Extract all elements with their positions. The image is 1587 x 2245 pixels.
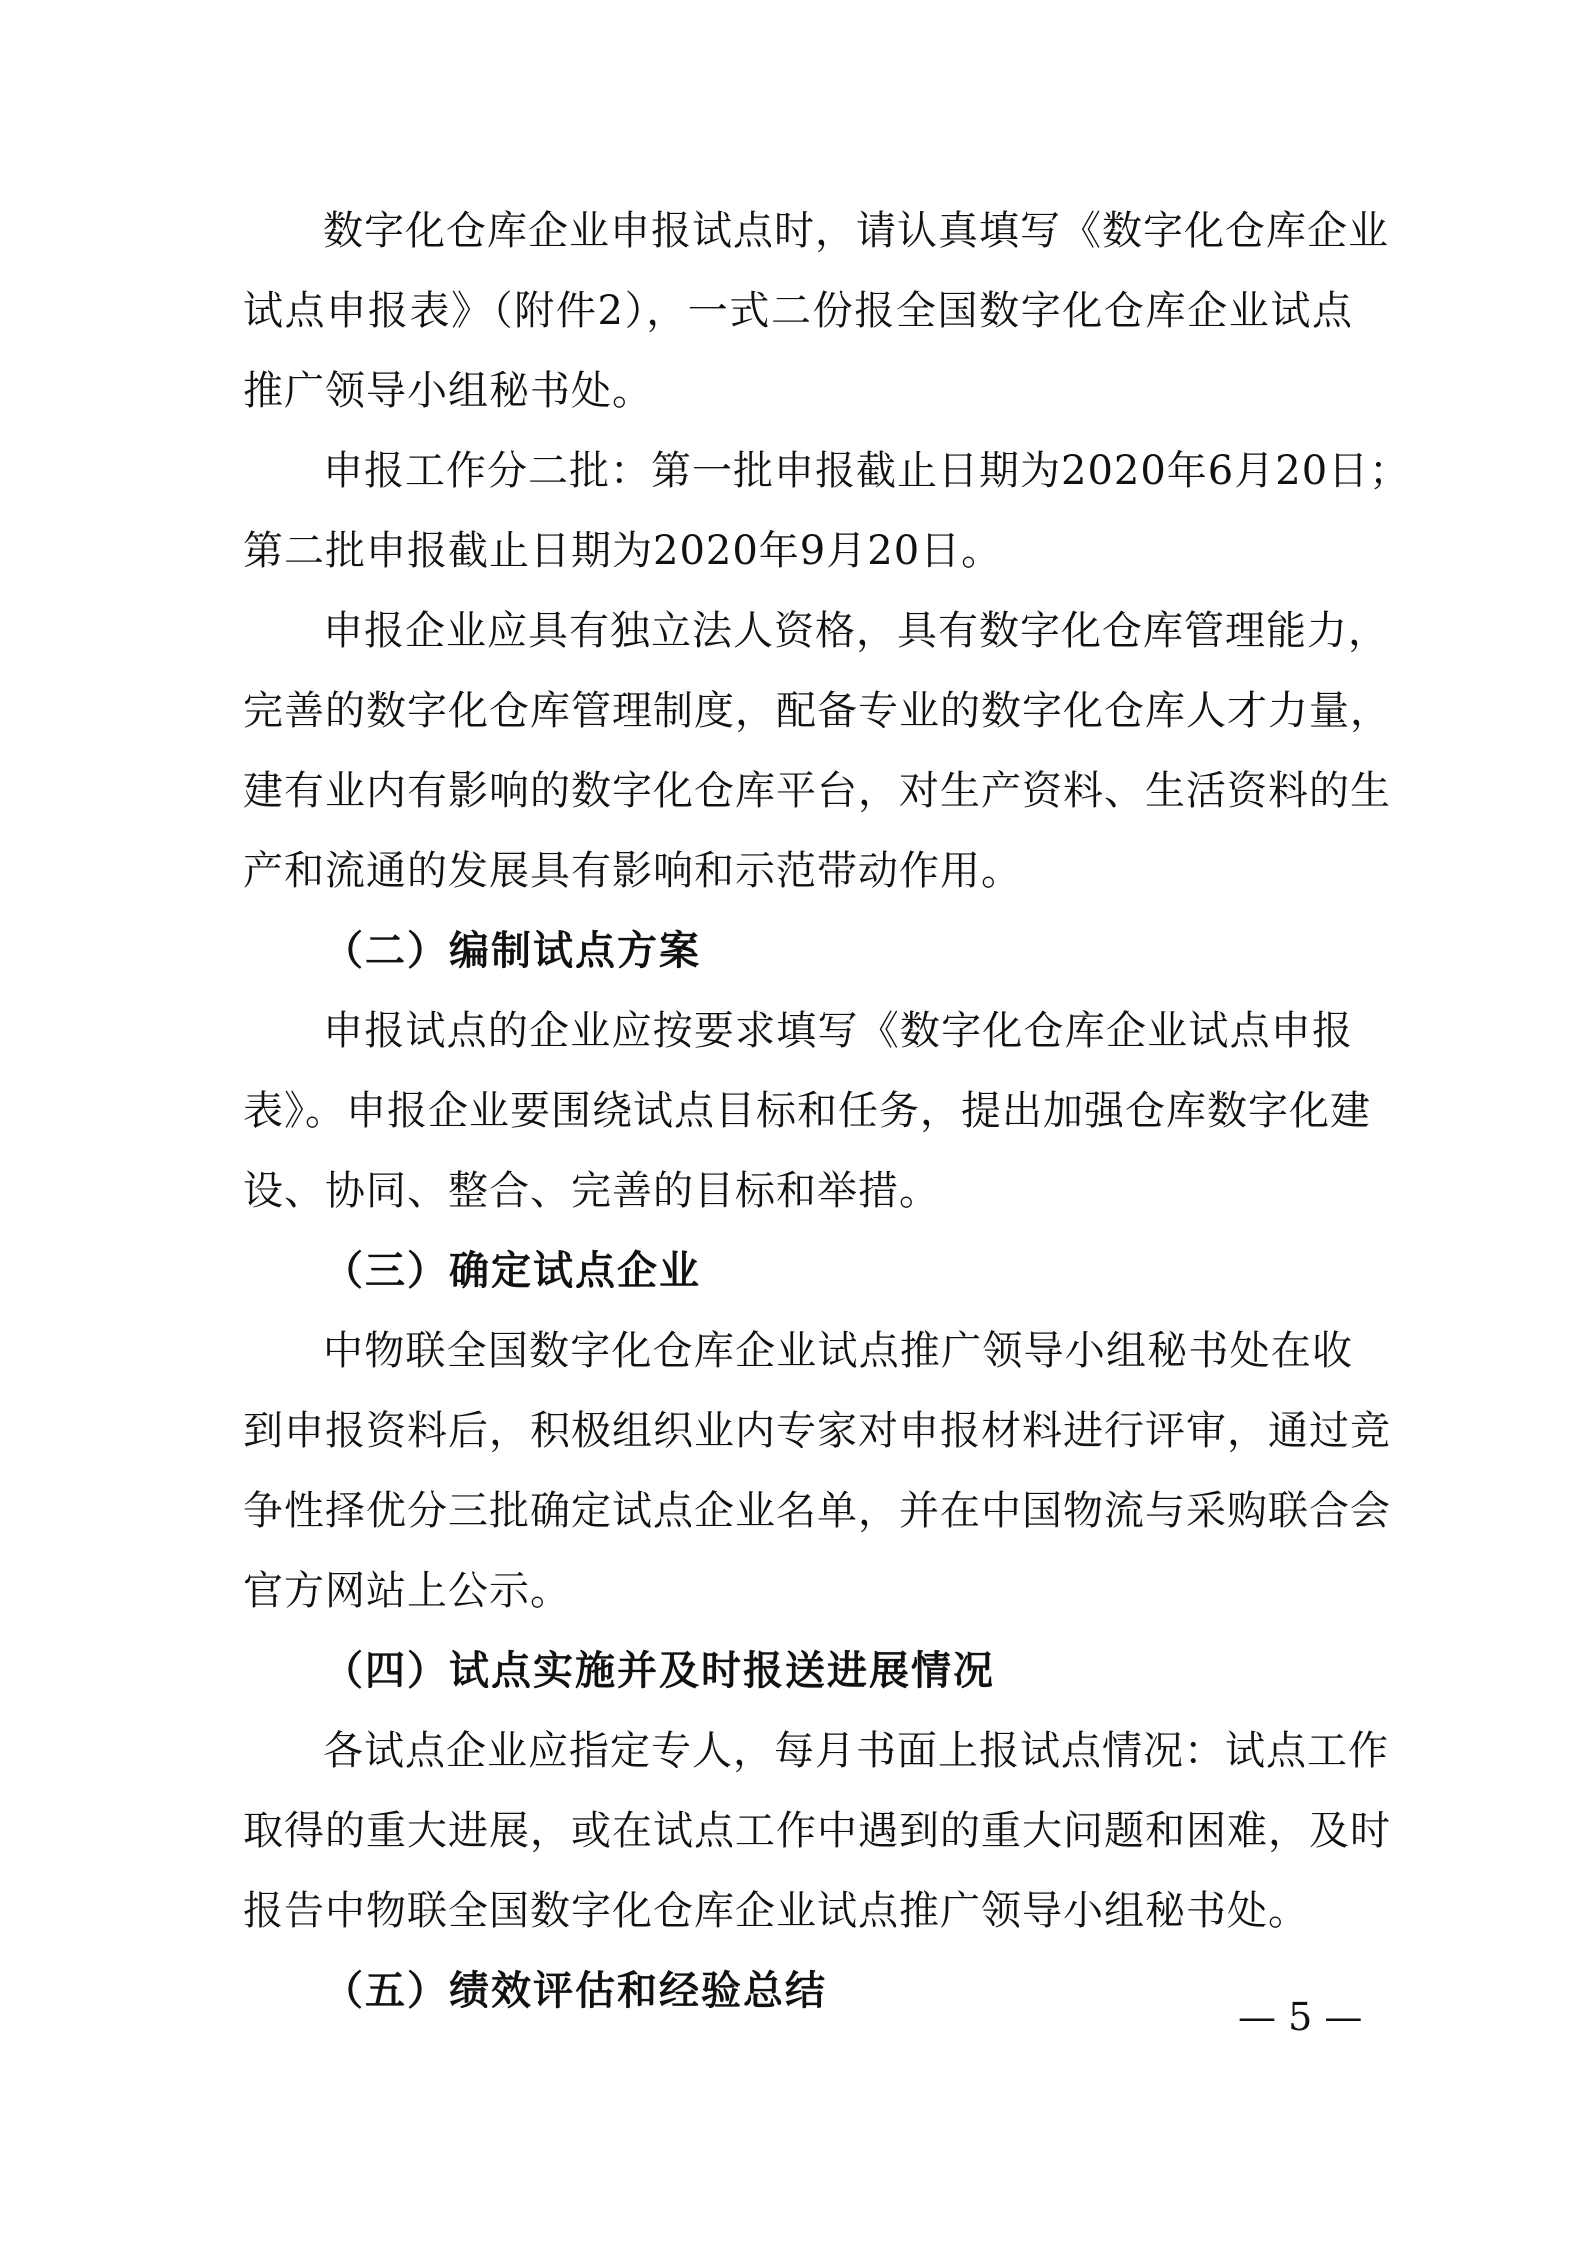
paragraph-line: 争性择优分三批确定试点企业名单，并在中国物流与采购联合会 <box>243 1488 1391 1534</box>
paragraph-line: 建有业内有影响的数字化仓库平台，对生产资料、生活资料的生 <box>243 768 1391 814</box>
paragraph-line: 产和流通的发展具有影响和示范带动作用。 <box>243 848 1022 894</box>
paragraph-line: 数字化仓库企业申报试点时，请认真填写《数字化仓库企业 <box>323 208 1389 254</box>
paragraph-line: 到申报资料后，积极组织业内专家对申报材料进行评审，通过竞 <box>243 1408 1391 1454</box>
paragraph-line: 试点申报表》（附件2），一式二份报全国数字化仓库企业试点 <box>243 288 1353 334</box>
paragraph-line: 官方网站上公示。 <box>243 1568 571 1614</box>
paragraph-line: 设、协同、整合、完善的目标和举措。 <box>243 1168 940 1214</box>
section-heading: （二）编制试点方案 <box>323 927 701 974</box>
paragraph-line: 申报试点的企业应按要求填写《数字化仓库企业试点申报 <box>323 1008 1353 1054</box>
section-heading: （五）绩效评估和经验总结 <box>323 1967 827 2014</box>
section-heading: （三）确定试点企业 <box>323 1247 701 1294</box>
paragraph-line: 推广领导小组秘书处。 <box>243 368 653 414</box>
paragraph-line: 各试点企业应指定专人，每月书面上报试点情况：试点工作 <box>323 1728 1389 1774</box>
page-number: — 5 — <box>1238 1995 1363 2039</box>
paragraph-line: 申报企业应具有独立法人资格，具有数字化仓库管理能力， <box>323 608 1389 654</box>
paragraph-line: 中物联全国数字化仓库企业试点推广领导小组秘书处在收 <box>323 1328 1353 1374</box>
section-heading: （四）试点实施并及时报送进展情况 <box>323 1647 995 1694</box>
paragraph-line: 表》。申报企业要围绕试点目标和任务，提出加强仓库数字化建 <box>243 1088 1371 1134</box>
paragraph-line: 取得的重大进展，或在试点工作中遇到的重大问题和困难，及时 <box>243 1808 1391 1854</box>
paragraph-line: 申报工作分二批：第一批申报截止日期为2020年6月20日； <box>323 448 1411 494</box>
paragraph-line: 报告中物联全国数字化仓库企业试点推广领导小组秘书处。 <box>243 1888 1309 1934</box>
paragraph-line: 完善的数字化仓库管理制度，配备专业的数字化仓库人才力量， <box>243 688 1391 734</box>
paragraph-line: 第二批申报截止日期为2020年9月20日。 <box>243 528 1003 574</box>
